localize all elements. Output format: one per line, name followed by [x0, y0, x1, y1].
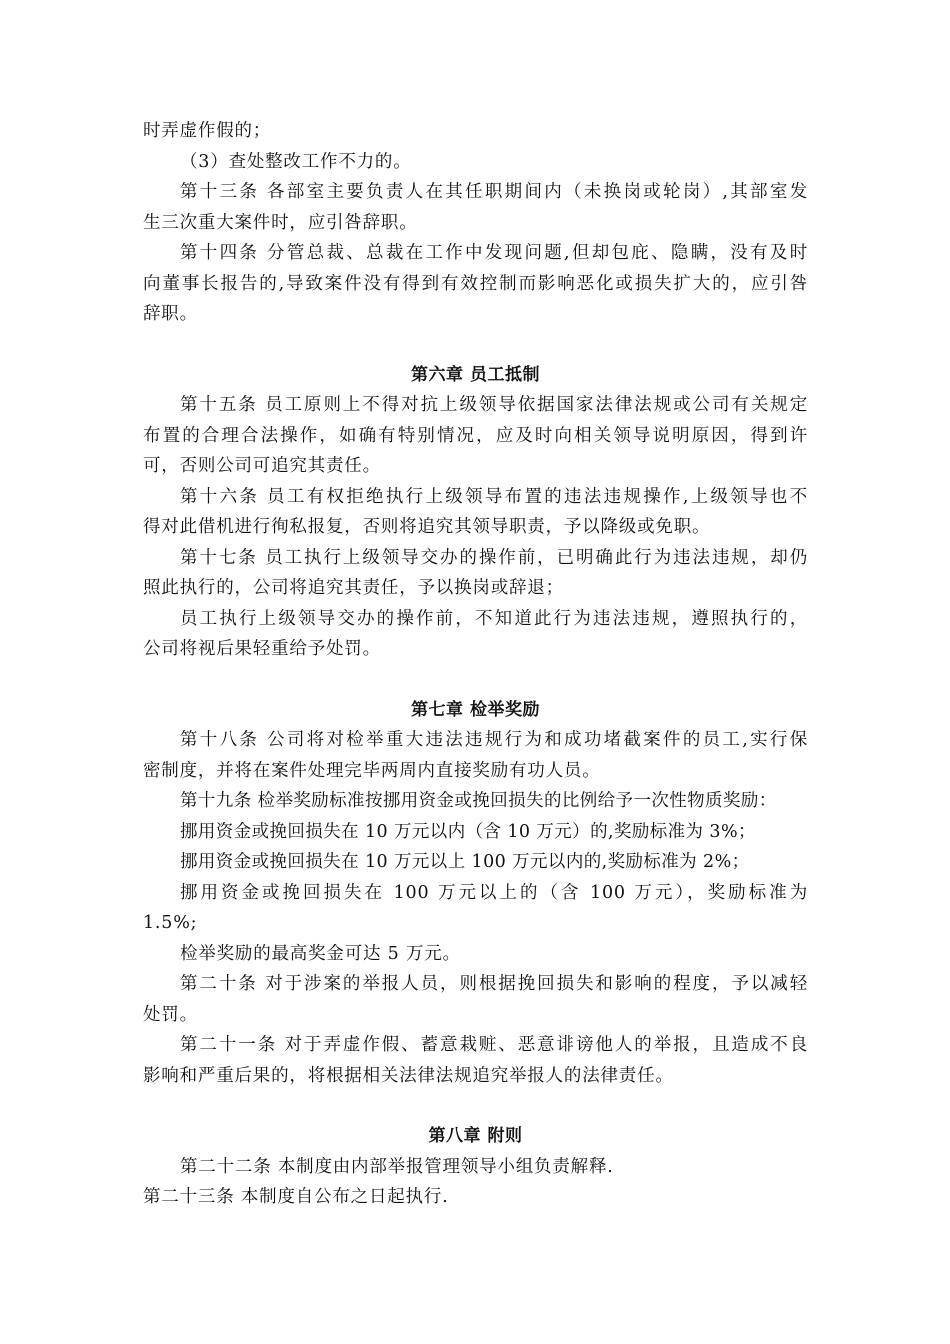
chapter-heading: 第八章 附则	[428, 1126, 523, 1146]
paragraph-line: 时弄虚作假的；	[143, 121, 272, 141]
article-17-line: 员工执行上级领导交办的操作前，不知道此行为违法违规，遵照执行的，	[180, 608, 808, 629]
document-page	[143, 116, 808, 1213]
article-15-line: 第十五条 员工原则上不得对抗上级领导依据国家法律法规或公司有关规定	[180, 395, 808, 415]
chapter-8-section	[143, 1121, 808, 1213]
intro-section	[143, 116, 808, 330]
article-15-line: 可，否则公司可追究其责任。	[143, 456, 381, 476]
article-17-line: 公司将视后果轻重给予处罚。	[143, 639, 381, 659]
list-item: （3）查处整改工作不力的。	[180, 151, 412, 172]
reward-tier-line: 1.5%;	[143, 913, 198, 933]
article-23-line: 第二十三条 本制度自公布之日起执行.	[143, 1187, 449, 1207]
article-15-line: 布置的合理合法操作，如确有特别情况，应及时向相关领导说明原因，得到许	[143, 425, 808, 446]
article-16-line: 第十六条 员工有权拒绝执行上级领导布置的违法违规操作,上级领导也不	[180, 486, 808, 507]
reward-tier-line: 挪用资金或挽回损失在 10 万元以上 100 万元以内的,奖励标准为 2%；	[180, 852, 750, 872]
chapter-heading: 第七章 检举奖励	[411, 699, 540, 720]
article-20-line: 第二十条 对于涉案的举报人员，则根据挽回损失和影响的程度，予以减轻	[180, 974, 808, 994]
article-13-line: 第十三条 各部室主要负责人在其任职期间内（未换岗或轮岗）,其部室发	[180, 182, 808, 202]
article-17-line: 第十七条 员工执行上级领导交办的操作前，已明确此行为违法违规，却仍	[180, 547, 808, 568]
article-22-line: 第二十二条 本制度由内部举报管理领导小组负责解释.	[180, 1156, 614, 1177]
article-17-line: 照此执行的，公司将追究其责任，予以换岗或辞退；	[143, 578, 564, 598]
article-21-line: 影响和严重后果的，将根据相关法律法规追究举报人的法律责任。	[143, 1065, 674, 1086]
chapter-6-section	[143, 360, 808, 665]
article-19-line: 第十九条 检举奖励标准按挪用资金或挽回损失的比例给予一次性物质奖励：	[180, 791, 777, 811]
article-21-line: 第二十一条 对于弄虚作假、蓄意栽赃、恶意诽谤他人的举报，且造成不良	[180, 1035, 808, 1055]
article-18-line: 第十八条 公司将对检举重大违法违规行为和成功堵截案件的员工,实行保	[180, 730, 808, 750]
chapter-7-section	[143, 695, 808, 1092]
reward-tier-line: 挪用资金或挽回损失在 100 万元以上的（含 100 万元），奖励标准为	[180, 882, 808, 903]
article-20-line: 处罚。	[143, 1004, 198, 1025]
reward-tier-line: 挪用资金或挽回损失在 10 万元以内（含 10 万元）的,奖励标准为 3%；	[180, 821, 756, 842]
article-16-line: 得对此借机进行徇私报复，否则将追究其领导职责，予以降级或免职。	[143, 517, 711, 537]
article-14-line: 辞职。	[143, 304, 198, 324]
reward-cap-line: 检举奖励的最高奖金可达 5 万元。	[180, 943, 461, 964]
article-13-line: 生三次重大案件时，应引咎辞职。	[143, 212, 418, 233]
article-14-line: 第十四条 分管总裁、总裁在工作中发现问题,但却包庇、隐瞒，没有及时	[180, 243, 808, 263]
article-14-line: 向董事长报告的,导致案件没有得到有效控制而影响恶化或损失扩大的，应引咎	[143, 273, 808, 294]
article-18-line: 密制度，并将在案件处理完毕两周内直接奖励有功人员。	[143, 760, 601, 781]
chapter-heading: 第六章 员工抵制	[411, 364, 540, 385]
